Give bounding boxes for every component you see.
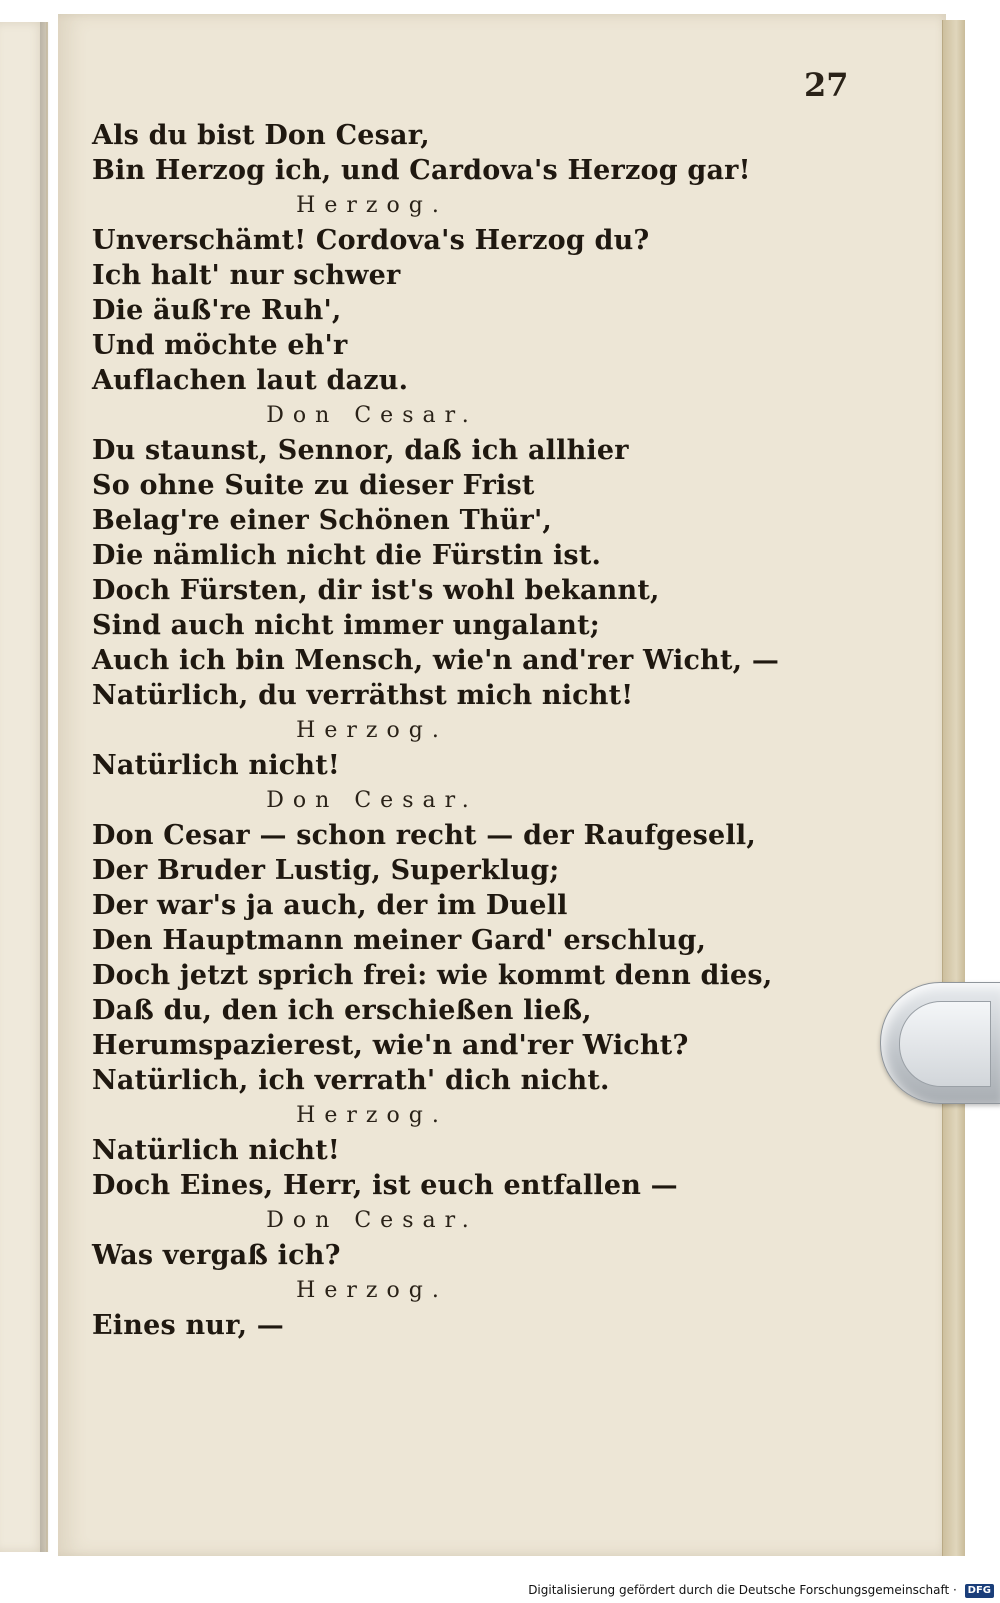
verse-line: Bin Herzog ich, und Cardova's Herzog gar!: [92, 155, 751, 186]
page-number: 27: [804, 66, 849, 104]
verse-line: Don Cesar — schon recht — der Raufgesell,: [92, 820, 756, 851]
verse-line: Den Hauptmann meiner Gard' erschlug,: [92, 925, 707, 956]
funding-credit: Digitalisierung gefördert durch die Deutsche Forschungsgemeinschaft ·: [528, 1583, 957, 1597]
verse-line: So ohne Suite zu dieser Frist: [92, 470, 535, 501]
verse-line: Natürlich, du verräthst mich nicht!: [92, 680, 634, 711]
verse-line: Als du bist Don Cesar,: [92, 120, 430, 151]
verse-line: Natürlich nicht!: [92, 1135, 340, 1166]
dfg-logo: DFG: [965, 1584, 994, 1598]
verse-line: Was vergaß ich?: [92, 1240, 341, 1271]
verse-line: Auflachen laut dazu.: [92, 365, 409, 396]
verse-line: Der Bruder Lustig, Superklug;: [92, 855, 560, 886]
verse-line: Natürlich, ich verrath' dich nicht.: [92, 1065, 610, 1096]
left-page-edge: [0, 22, 48, 1552]
verse-line: Belag're einer Schönen Thür',: [92, 505, 553, 536]
verse-line: Doch jetzt sprich frei: wie kommt denn dies,: [92, 960, 773, 991]
verse-line: Der war's ja auch, der im Duell: [92, 890, 568, 921]
verse-line: Unverschämt! Cordova's Herzog du?: [92, 225, 650, 256]
verse-line: Ich halt' nur schwer: [92, 260, 401, 291]
verse-line: Eines nur, —: [92, 1310, 284, 1341]
verse-line: Doch Fürsten, dir ist's wohl bekannt,: [92, 575, 660, 606]
speaker-name: Herzog.: [296, 193, 448, 218]
verse-line: Natürlich nicht!: [92, 750, 340, 781]
verse-line: Die nämlich nicht die Fürstin ist.: [92, 540, 602, 571]
speaker-name: Don Cesar.: [266, 1208, 478, 1233]
speaker-name: Don Cesar.: [266, 788, 478, 813]
verse-line: Die äuß're Ruh',: [92, 295, 342, 326]
digitization-footer: [0, 1578, 1000, 1603]
speaker-name: Herzog.: [296, 718, 448, 743]
verse-line: Sind auch nicht immer ungalant;: [92, 610, 600, 641]
verse-line: Und möchte eh'r: [92, 330, 348, 361]
verse-text-block: [92, 118, 792, 1343]
scanner-clip: [880, 982, 1000, 1104]
verse-line: Doch Eines, Herr, ist euch entfallen —: [92, 1170, 678, 1201]
verse-line: Auch ich bin Mensch, wie'n and'rer Wicht, —: [92, 645, 780, 676]
page-right-edge: [942, 20, 965, 1556]
speaker-name: Don Cesar.: [266, 403, 478, 428]
scanner-clip-inner: [899, 1001, 991, 1087]
speaker-name: Herzog.: [296, 1278, 448, 1303]
verse-line: Du staunst, Sennor, daß ich allhier: [92, 435, 629, 466]
speaker-name: Herzog.: [296, 1103, 448, 1128]
verse-line: Herumspazierest, wie'n and'rer Wicht?: [92, 1030, 689, 1061]
verse-line: Daß du, den ich erschießen ließ,: [92, 995, 592, 1026]
